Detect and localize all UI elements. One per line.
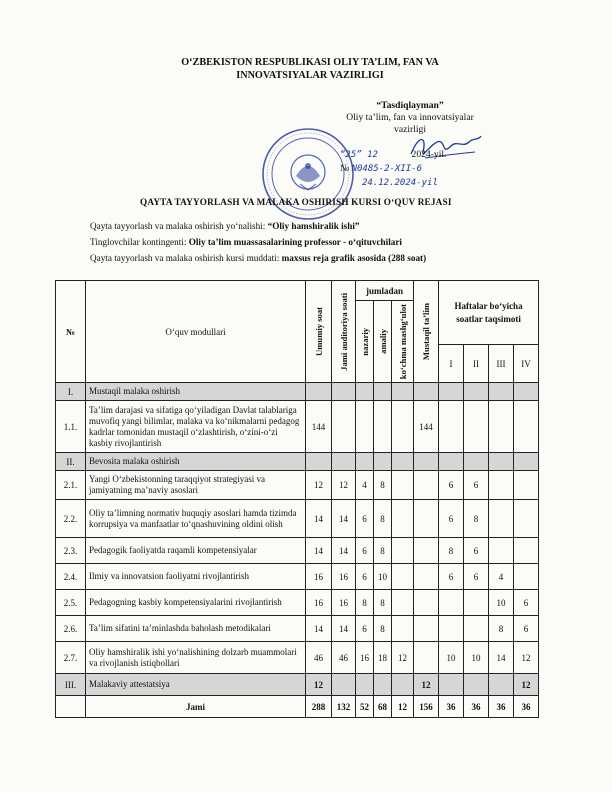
cell-independent <box>414 616 439 642</box>
cell-field <box>392 500 414 538</box>
cell-practical <box>374 401 392 453</box>
cell-auditorium: 16 <box>332 590 356 616</box>
header-including: jumladan <box>356 281 414 301</box>
row-num: 2.4. <box>56 564 86 590</box>
cell-theory: 52 <box>356 696 374 718</box>
cell-total: 14 <box>306 500 332 538</box>
cell-independent <box>414 642 439 674</box>
row-num: 2.3. <box>56 538 86 564</box>
approval-date-block <box>340 148 515 190</box>
cell-total: 46 <box>306 642 332 674</box>
header-theory: nazariy <box>356 301 374 383</box>
row-name: Mustaqil malaka oshirish <box>86 383 306 401</box>
header-num: № <box>56 281 86 383</box>
row-num: 2.1. <box>56 471 86 500</box>
cell-week-4: 6 <box>514 590 539 616</box>
cell-field <box>392 564 414 590</box>
cell-auditorium: 132 <box>332 696 356 718</box>
row-num: II. <box>56 453 86 471</box>
cell-auditorium: 14 <box>332 500 356 538</box>
cell-theory: 16 <box>356 642 374 674</box>
cell-week-3: 10 <box>489 590 514 616</box>
row-num: III. <box>56 674 86 696</box>
cell-week-2: 6 <box>464 564 489 590</box>
cell-week-2: 10 <box>464 642 489 674</box>
table-row-total <box>56 696 539 718</box>
ministry-header <box>150 56 470 82</box>
cell-week-3: 14 <box>489 642 514 674</box>
cell-field: 12 <box>392 642 414 674</box>
header-week-3: III <box>489 345 514 383</box>
cell-total: 12 <box>306 674 332 696</box>
cell-total: 14 <box>306 538 332 564</box>
header-week-4: IV <box>514 345 539 383</box>
direction-value: “Oliy hamshiralik ishi” <box>267 221 360 231</box>
cell-auditorium: 16 <box>332 564 356 590</box>
header-total: Umumiy soat <box>306 281 332 383</box>
cell-practical: 8 <box>374 538 392 564</box>
cell-field <box>392 538 414 564</box>
cell-practical: 68 <box>374 696 392 718</box>
cell-week-1: 36 <box>439 696 464 718</box>
cell-week-3: 8 <box>489 616 514 642</box>
approval-year: 2024-yil. <box>411 149 447 160</box>
cell-theory <box>356 401 374 453</box>
cell-week-4 <box>514 500 539 538</box>
cell-week-1 <box>439 590 464 616</box>
table-row-section-1 <box>56 383 539 401</box>
approval-line-1: Oliy ta’lim, fan va innovatsiyalar <box>346 112 474 123</box>
cell-theory: 4 <box>356 471 374 500</box>
cell-week-3: 4 <box>489 564 514 590</box>
cell-practical: 10 <box>374 564 392 590</box>
row-num: I. <box>56 383 86 401</box>
cell-field <box>392 590 414 616</box>
row-num: 2.5. <box>56 590 86 616</box>
cell-week-3 <box>489 538 514 564</box>
cell-week-4 <box>514 471 539 500</box>
cell-independent: 156 <box>414 696 439 718</box>
date-handwritten: “25” 12 <box>340 150 378 160</box>
cell-practical: 8 <box>374 616 392 642</box>
cell-independent <box>414 471 439 500</box>
header-week-2: II <box>464 345 489 383</box>
approval-title: “Tasdiqlayman” <box>376 100 444 111</box>
cell-independent: 12 <box>414 674 439 696</box>
cell-week-3 <box>489 500 514 538</box>
header-weekly: Haftalar bo‘yicha soatlar taqsimoti <box>439 281 539 345</box>
contingent-value: Oliy ta’lim muassasalarining professor - o‘qituvchilari <box>188 237 402 247</box>
cell-independent <box>414 564 439 590</box>
info-duration <box>90 253 426 263</box>
cell-week-2 <box>464 401 489 453</box>
cell-auditorium: 14 <box>332 616 356 642</box>
cell-field <box>392 401 414 453</box>
cell-week-1: 6 <box>439 564 464 590</box>
row-num: 1.1. <box>56 401 86 453</box>
cell-week-4 <box>514 538 539 564</box>
cell-total: 12 <box>306 471 332 500</box>
curriculum-table <box>55 280 539 718</box>
header-field: ko‘chma mashg‘ulot <box>392 301 414 383</box>
cell-week-1 <box>439 616 464 642</box>
header-modules: O‘quv modullari <box>86 281 306 383</box>
registration-date: 24.12.2024-yil <box>362 178 438 188</box>
cell-week-2: 8 <box>464 500 489 538</box>
contingent-label: Tinglovchilar kontingenti: <box>90 237 189 247</box>
cell-theory: 6 <box>356 500 374 538</box>
cell-total: 288 <box>306 696 332 718</box>
cell-auditorium <box>332 401 356 453</box>
row-name: Pedagogning kasbiy kompetensiyalarini rivojlantirish <box>86 590 306 616</box>
approval-line-2: vazirligi <box>394 124 426 135</box>
cell-independent <box>414 590 439 616</box>
cell-week-2: 6 <box>464 538 489 564</box>
table-row-section-3 <box>56 674 539 696</box>
cell-week-2: 36 <box>464 696 489 718</box>
row-num: 2.6. <box>56 616 86 642</box>
row-name: Pedagogik faoliyatda raqamli kompetensiyalar <box>86 538 306 564</box>
registration-label: № <box>340 163 350 174</box>
cell-theory: 6 <box>356 564 374 590</box>
table-row <box>56 500 539 538</box>
header-week-1: I <box>439 345 464 383</box>
table-row-section-2 <box>56 453 539 471</box>
cell-week-3 <box>489 401 514 453</box>
table-row <box>56 471 539 500</box>
row-num: 2.2. <box>56 500 86 538</box>
table-row <box>56 401 539 453</box>
row-num <box>56 696 86 718</box>
cell-week-1 <box>439 401 464 453</box>
row-name: Ta’lim sifatini ta’minlashda baholash metodikalari <box>86 616 306 642</box>
cell-total: 16 <box>306 564 332 590</box>
cell-week-2 <box>464 616 489 642</box>
cell-auditorium: 12 <box>332 471 356 500</box>
cell-auditorium: 14 <box>332 538 356 564</box>
row-name: Oliy hamshiralik ishi yo‘nalishining dolzarb muammolari va rivojlanish istiqbollari <box>86 642 306 674</box>
cell-week-2: 6 <box>464 471 489 500</box>
cell-week-3 <box>489 471 514 500</box>
table-row <box>56 642 539 674</box>
cell-practical: 18 <box>374 642 392 674</box>
cell-week-1: 6 <box>439 500 464 538</box>
cell-total: 14 <box>306 616 332 642</box>
cell-week-4: 6 <box>514 616 539 642</box>
registration-row <box>340 162 515 176</box>
row-name: Oliy ta’limning normativ huquqiy asoslari hamda tizimda korrupsiya va manfaatlar to‘qnashuvining oldini olish <box>86 500 306 538</box>
cell-week-4: 36 <box>514 696 539 718</box>
cell-total: 16 <box>306 590 332 616</box>
row-num: 2.7. <box>56 642 86 674</box>
cell-field <box>392 616 414 642</box>
document-title: QAYTA TAYYORLASH VA MALAKA OSHIRISH KURSI O‘QUV REJASI <box>140 197 452 207</box>
registration-number: N0485-2-XII-6 <box>351 164 423 174</box>
info-contingent <box>90 237 402 247</box>
cell-week-4 <box>514 401 539 453</box>
cell-field <box>392 471 414 500</box>
duration-label: Qayta tayyorlash va malaka oshirish kursi muddati: <box>90 253 282 263</box>
cell-independent <box>414 500 439 538</box>
row-name: Malakaviy attestatsiya <box>86 674 306 696</box>
cell-practical: 8 <box>374 500 392 538</box>
info-direction <box>90 221 360 231</box>
cell-week-4: 12 <box>514 674 539 696</box>
row-name: Ta’lim darajasi va sifatiga qo‘yiladigan Davlat talablariga muvofiq yangi bilimlar, malaka va ko‘nikmalarni pedagog kadrlar tomonidan mustaqil o‘zlashtirish, o‘zini-o‘zi kasbiy rivojlantirish <box>86 401 306 453</box>
ministry-line-1: O‘ZBEKISTON RESPUBLIKASI OLIY TA’LIM, FAN VA <box>181 57 439 68</box>
cell-week-4: 12 <box>514 642 539 674</box>
row-name: Yangi O‘zbekistonning taraqqiyot strategiyasi va jamiyatning ma’naviy asoslari <box>86 471 306 500</box>
cell-field: 12 <box>392 696 414 718</box>
header-practical: amaliy <box>374 301 392 383</box>
cell-theory: 6 <box>356 616 374 642</box>
cell-week-1: 8 <box>439 538 464 564</box>
table-row <box>56 564 539 590</box>
cell-practical: 8 <box>374 590 392 616</box>
header-auditorium: Jami auditoriya soati <box>332 281 356 383</box>
cell-practical: 8 <box>374 471 392 500</box>
ministry-line-2: INNOVATSIYALAR VAZIRLIGI <box>236 70 384 81</box>
table-row <box>56 616 539 642</box>
table-row <box>56 538 539 564</box>
registration-date-row <box>340 176 515 190</box>
cell-independent: 144 <box>414 401 439 453</box>
cell-week-2 <box>464 590 489 616</box>
row-name: Ilmiy va innovatsion faoliyatni rivojlantirish <box>86 564 306 590</box>
cell-week-1: 6 <box>439 471 464 500</box>
cell-total: 144 <box>306 401 332 453</box>
duration-value: maxsus reja grafik asosida (288 soat) <box>281 253 427 263</box>
direction-label: Qayta tayyorlash va malaka oshirish yo‘nalishi: <box>90 221 268 231</box>
row-name: Bevosita malaka oshirish <box>86 453 306 471</box>
cell-theory: 8 <box>356 590 374 616</box>
approval-date-row <box>340 148 515 162</box>
cell-week-3: 36 <box>489 696 514 718</box>
cell-independent <box>414 538 439 564</box>
cell-auditorium: 46 <box>332 642 356 674</box>
table-row <box>56 590 539 616</box>
cell-theory: 6 <box>356 538 374 564</box>
cell-week-1: 10 <box>439 642 464 674</box>
cell-week-4 <box>514 564 539 590</box>
header-independent: Mustaqil ta’lim <box>414 281 439 383</box>
total-label: Jami <box>86 696 306 718</box>
